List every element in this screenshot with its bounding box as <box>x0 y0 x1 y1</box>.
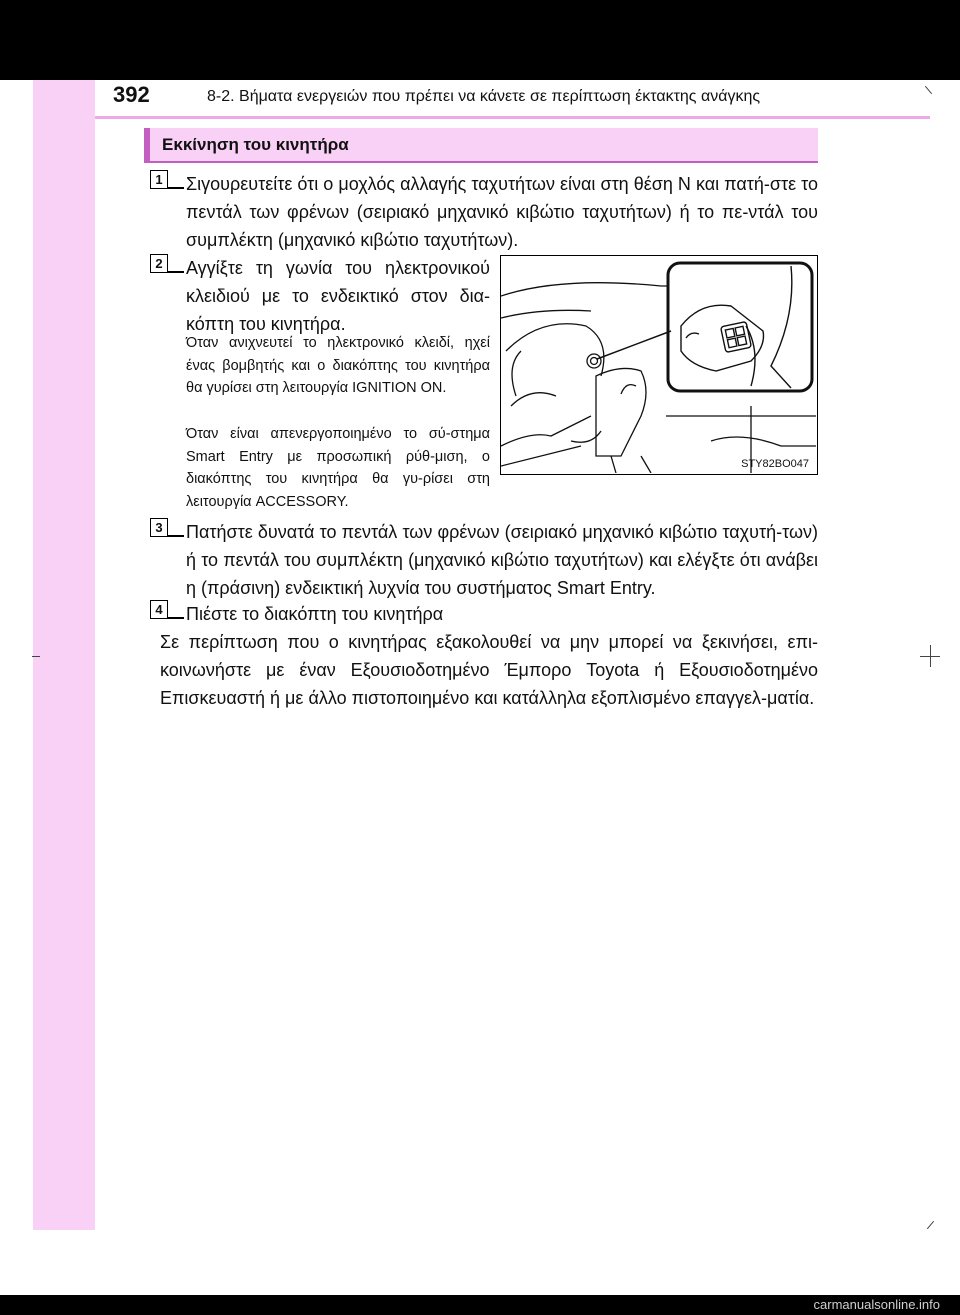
crop-mark <box>920 656 940 657</box>
step-number-3: 3 <box>150 518 168 537</box>
note-2: Όταν είναι απενεργοποιημένο το σύ-στημα Smart Entry με προσωπική ρύθ-μιση, ο διακόπτης του κινητήρα θα γυ-ρίσει στη λειτουργία ACCESSORY. <box>186 426 490 510</box>
step-2-text: Αγγίξτε τη γωνία του ηλεκτρονικού κλειδιού με το ενδεικτικό στον δια-κόπτη του κινητήρα. <box>186 258 490 334</box>
chapter-sidebar <box>33 80 95 1230</box>
section-title: Εκκίνηση του κινητήρα <box>162 135 349 154</box>
step-3-text: Πατήστε δυνατά το πεντάλ των φρένων (σειριακό μηχανικό κιβώτιο ταχυτή-των) ή το πεντάλ του συμπλέκτη (μηχανικό κιβώτιο ταχυτήτων) και ελέγξτε ότι ανάβει η (πράσινη) ενδεικτική λυχνία του συστήματος Smart Entry. <box>186 522 818 598</box>
header-rule <box>95 116 930 119</box>
note-1: Όταν ανιχνευτεί το ηλεκτρονικό κλειδί, ηχεί ένας βομβητής και ο διακόπτης του κινητήρα θα γυρίσει στη λειτουργία IGNITION ON. <box>186 335 490 396</box>
page-number: 392 <box>113 82 150 107</box>
crop-mark <box>925 86 932 94</box>
step-number-2: 2 <box>150 254 168 273</box>
section-header <box>144 128 818 161</box>
step-1-text: Σιγουρευτείτε ότι ο μοχλός αλλαγής ταχυτήτων είναι στη θέση N και πατή-στε το πεντάλ των φρένων (σειριακό μηχανικό κιβώτιο ταχυτήτων) ή το πε-ντάλ του συμπλέκτη (μηχανικό κιβώτιο ταχυτήτων). <box>186 174 818 250</box>
running-title: 8-2. Βήματα ενεργειών που πρέπει να κάνετε σε περίπτωση έκτακτης ανάγκης <box>207 88 761 105</box>
crop-mark <box>32 656 40 657</box>
step-rule <box>168 617 184 619</box>
section-underline <box>144 161 818 163</box>
dashboard-illustration <box>500 255 818 475</box>
watermark: carmanualsonline.info <box>813 1297 940 1312</box>
step-rule <box>168 187 184 189</box>
dashboard-key-drawing <box>501 256 816 473</box>
step-rule <box>168 271 184 273</box>
step-number-4: 4 <box>150 600 168 619</box>
crop-mark <box>927 1221 934 1229</box>
step-rule <box>168 535 184 537</box>
step-4-text: Πιέστε το διακόπτη του κινητήρα <box>186 604 444 624</box>
figure-code: STY82BO047 <box>741 458 809 470</box>
top-black-band <box>0 0 960 80</box>
closing-paragraph: Σε περίπτωση που ο κινητήρας εξακολουθεί να μην μπορεί να ξεκινήσει, επι-κοινωνήστε με έναν Εξουσιοδοτημένο Έμπορο Toyota ή Εξουσιοδοτημένο Επισκευαστή ή με άλλο πιστοποιημένο και κατάλληλα εξοπλισμένο επαγγελ-ματία. <box>160 632 818 708</box>
step-number-1: 1 <box>150 170 168 189</box>
